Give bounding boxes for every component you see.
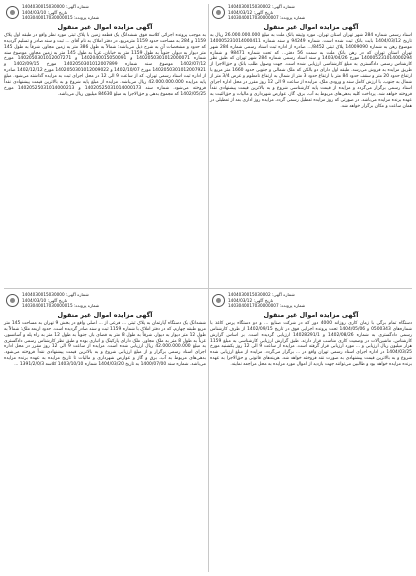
notice-1-header: شماره آگهی: 1404030015030002 تاریخ آگهی: 1404/03/12 شماره پرونده: 1403040017030000007 <box>228 4 306 21</box>
notice-4-body: ششدانگ یک دستگاه آپارتمان به پلاک ثبتی ... فرعی از ... اصلی واقع در بخش 9 تهران به مساحت 145 متر مربع طبقه چهارم، که در دفتر املاک با شماره 1159 ثبت و سند صادر گردیده است. حدود اربعه ملک: شمالاً به طول 12 متر دیوار به دیوار، شرقاً به طول 8 متر به فضای باز، جنوباً به طول 12 متر به راه پله و آسانسور، غرباً به طول 8 متر به ملک مجاور. ملک دارای پارکینگ و انباری بوده و طبق نظر کارشناس رسمی دادگستری به مبلغ 42.000.000.000 ریال ارزیابی شده است. مزایده از ساعت 9 الی 12 روز مقرر در محل اداره اجرای اسناد رسمی برگزار و از مبلغ ارزیابی شروع و به بالاترین قیمت پیشنهادی نقداً فروخته می‌شود. بدهی‌های مربوط به آب، برق و گاز و عوارض شهرداری و مالیات تا تاریخ مزایده به عهده برنده مزایده می‌باشد. شماره سند 1400/07/00 به تاریخ 1404/03/20 شماره 1403/10/10 کلاسه 1391/2/0/3 ... <box>4 320 207 368</box>
notice-2 <box>4 4 206 284</box>
notice-3-title: آگهی مزایده اموال غیر منقول <box>263 310 359 319</box>
notice-3 <box>210 292 412 572</box>
notice-2-header: شماره آگهی: 1404030015030000 تاریخ آگهی: 1404/03/10 شماره پرونده: 1403040017030000015 <box>22 4 100 21</box>
notice-1-title: آگهی مزایده اموال غیر منقول <box>263 22 359 31</box>
registry-emblem-icon <box>212 6 225 19</box>
notice-4-title: آگهی مزایده اموال غیر منقول <box>57 310 153 319</box>
notice-4-header: شماره آگهی: 1404030015030000 تاریخ آگهی: 1404/03/10 شماره پرونده: 1403040017030000015 <box>22 292 100 309</box>
registry-emblem-icon <box>6 6 19 19</box>
section-divider <box>4 288 412 289</box>
notice-1 <box>210 4 412 284</box>
registry-emblem-icon <box>6 294 19 307</box>
notice-3-header: شماره آگهی: 1404030015030002 تاریخ آگهی: 1404/03/12 شماره پرونده: 1403040017030000007 <box>228 292 306 309</box>
notice-2-title: آگهی مزایده اموال غیر منقول <box>57 22 153 31</box>
notice-1-body: اسناد رسمی شماره 284 شهر تهران استان تهران، مورد وثیقه بانک ملت به مبلغ 26.000.000.000 ریال به تاریخ 1404/03/12 بابت بانک ثبت شده است. شماره 94249 و سند شماره 140005231014000411 موضوع رهن به شماره 14009090 پلاک ثبتی 8452/... صادره از اداره ثبت اسناد رسمی شماره 284 شهر تهران استان تهران که در رهن بانک ملت به سمت 56 دفتر... که تحت شماره 98471 و شماره 140005231014000294 مورخ 1403/04/26 و سند اسناد رسمی شماره 284 شهر تهران که طبق نظر کارشناس رسمی دادگستری به مبلغ کارشناسی ارزیابی شده است. جهت وصول طلب بانک و حق‌الاجرا از طریق مزایده به فروش می‌رسد. طبقه اول دارای دو بالکن که ملک شمالی و جنوبی حدود 1660 متر مربع با ارتفاع حدود 20 متر و سقف حدود 84 متر با ارتفاع حدود 3 متر از شمال به ارتفاع نامعلوم و عرض 3/4 متر از شمال به جنوب، با ارزش کامل سند و ورودی ملک. مزایده از ساعت 9 الی 12 روز مقرر در محل اداره اجرای اسناد رسمی برگزار می‌گردد و مزایده از قیمت پایه کارشناسی شروع و به بالاترین قیمت پیشنهادی نقداً فروخته خواهد شد. پرداخت کلیه بدهی‌های مربوط به آب، برق، گاز، عوارض شهرداری و مالیات و حق‌الثبت به عهده برنده مزایده می‌باشد. در صورتی که روز مزایده تعطیل رسمی گردد، مزایده روز اداری بعد از تعطیلی در همان ساعت و مکان برگزار خواهد شد. <box>210 32 413 109</box>
notice-4 <box>4 292 206 572</box>
notice-3-body: دستگاه تمام برگی با زمان کاری روزانه 4000 دور که در شرکت صنایع ... و دو دستگاه پرس کاغذ با شماره‌های 0500343 و 1404/05/06 تحت پرونده اجرایی فوق در تاریخ 1402/09/15 از طرف کارشناس رسمی دادگستری به شماره 1402/08/26 و 14028291/1 ارزیابی گردیده است. بر اساس گزارش کارشناس، ماشین‌آلات در وضعیت کاری مناسب قرار دارند. طبق گزارش ارزیابی کارشناسی به مبلغ 1159 هزار میلیون ریال ارزیابی و ... مورد ارزیابی قرار گرفته است. مزایده از ساعت 9 الی 12 روز یکشنبه مورخ 1404/03/25 در اداره اجرای اسناد رسمی تهران واقع در ... برگزار می‌گردد. مزایده از مبلغ ارزیابی شده شروع و به بالاترین قیمت پیشنهادی به صورت نقد فروخته خواهد شد. هزینه‌های قانونی و حق‌الاجرا به عهده برنده مزایده خواهد بود و طالبین می‌توانند جهت بازدید از اموال مورد مزایده به محل مراجعه نمایند. <box>210 320 413 368</box>
notice-2-body: به موجب پرونده اجرائی کلاسه فوق ششدانگ یک قطعه زمین با پلاک ثبتی مورد نظر واقع در طبقه اول پلاک 1159 و 284 به مساحت حدود 1159 مترمربع، در دفتر املاک به نام آقای ... ثبت و سند صادر و تسلیم گردیده که حدود و مشخصات آن به شرح ذیل می‌باشد: شمالاً به طول 386 متر به زمین مجاور، شرقاً به طول 145 متر دیوار به دیوار، جنوباً به طول 1159 متر به خیابان، غرباً به طول 145 متر به زمین مجاور. موضوع سند شماره 1402050301012000071 و 1402040015050091 و 1402050301012007271 مورخ 1402/07/12 موضوع سند شماره 1402050301012007899 مورخ 1402/09/15 و 1402050301012007921 مورخ 1402/10/07 و 1402050301012009022 مورخ 1402/12/12 صادره از اداره ثبت اسناد رسمی تهران، که از ساعت 9 الی 12 در محل اجرای ثبت به مزایده گذاشته می‌شود. مبلغ پایه مزایده 42.000.000.000 ریال می‌باشد. مزایده از مبلغ پایه شروع و به بالاترین قیمت پیشنهادی نقداً فروخته می‌شود. شماره سند 14020525031014000173 و 14020525031014000213 مورخ 1402/05/25 که مجموع بدهی و حق‌الاجرا به مبلغ 84630 میلیون ریال می‌باشد. <box>4 32 207 97</box>
registry-emblem-icon <box>212 294 225 307</box>
